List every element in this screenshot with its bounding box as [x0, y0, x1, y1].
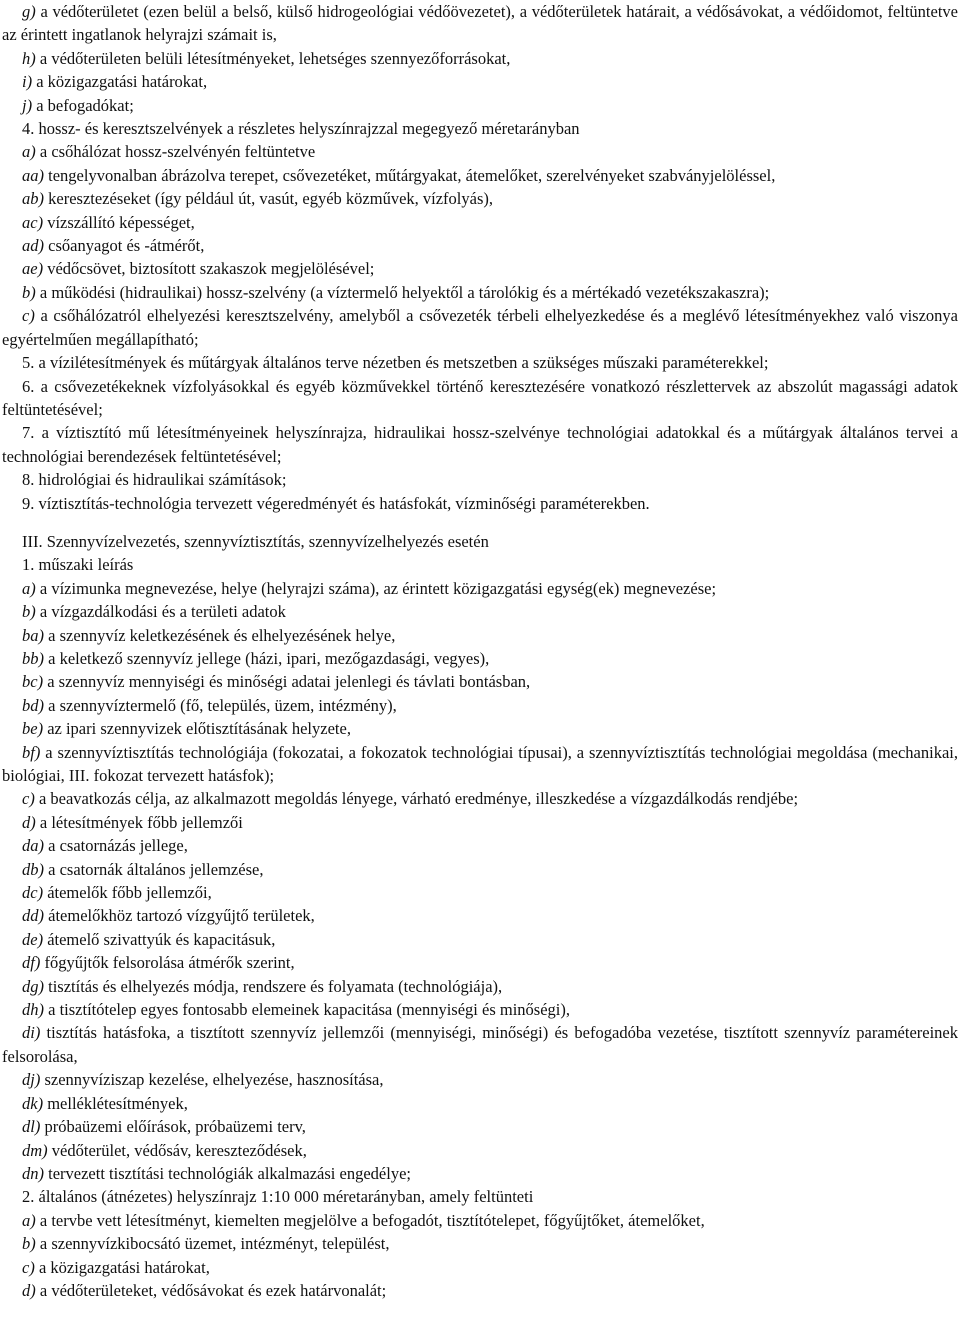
paragraph-III	[2, 530, 958, 553]
item-text: tisztítás hatásfoka, a tisztított szennyvíz jellemzői (mennyiségi, minőségi) és befogadóba vezetése, tisztított szennyvíz paramétereinek felsorolása,	[2, 1023, 958, 1066]
item-text: csőanyagot és -átmérőt,	[44, 236, 205, 256]
item-text: a keletkező szennyvíz jellege (házi, ipari, mezőgazdasági, vegyes),	[44, 648, 490, 668]
item-label: ab)	[22, 189, 44, 209]
paragraph-III1a	[2, 577, 958, 600]
paragraph-III1b	[2, 600, 958, 623]
item-label: dj)	[22, 1070, 41, 1090]
paragraph-6	[2, 375, 958, 422]
item-text: 4. hossz- és keresztszelvények a részletes helyszínrajzzal megegyező méretarányban	[22, 119, 580, 139]
item-text: tervezett tisztítási technológiák alkalmazási engedélye;	[44, 1163, 411, 1183]
paragraph-III1c	[2, 787, 958, 810]
item-label: bd)	[22, 695, 44, 715]
item-text: 1. műszaki leírás	[22, 555, 134, 575]
item-label: a)	[22, 142, 36, 162]
item-label: c)	[22, 789, 35, 809]
item-label: dh)	[22, 1000, 44, 1020]
paragraph-be	[2, 717, 958, 740]
item-text: 5. a vízilétesítmények és műtárgyak általános terve nézetben és metszetben a szükséges műszaki paraméterekkel;	[22, 353, 769, 373]
item-label: be)	[22, 719, 44, 739]
item-text: próbaüzemi előírások, próbaüzemi terv,	[40, 1117, 306, 1137]
paragraph-4aa	[2, 164, 958, 187]
paragraph-III2c	[2, 1256, 958, 1279]
item-text: a csőhálózat hossz-szelvényén feltüntetve	[35, 142, 316, 162]
item-label: bb)	[22, 648, 44, 668]
item-label: dm)	[22, 1140, 48, 1160]
item-text: védőcsövet, biztosított szakaszok megjelölésével;	[43, 259, 375, 279]
item-label: di)	[22, 1023, 41, 1043]
item-text: átemelők főbb jellemzői,	[43, 883, 212, 903]
paragraph-III1d	[2, 811, 958, 834]
item-text: a közigazgatási határokat,	[34, 1257, 210, 1277]
paragraph-j	[2, 94, 958, 117]
paragraph-4c	[2, 304, 958, 351]
paragraph-9	[2, 492, 958, 515]
paragraph-dd	[2, 904, 958, 927]
paragraph-dn	[2, 1162, 958, 1185]
item-text: vízszállító képességet,	[43, 212, 195, 232]
item-label: h)	[22, 48, 36, 68]
paragraph-dm	[2, 1139, 958, 1162]
item-text: melléklétesítmények,	[43, 1093, 188, 1113]
paragraph-III2	[2, 1185, 958, 1208]
item-text: a létesítmények főbb jellemzői	[35, 812, 243, 832]
item-label: a)	[22, 578, 36, 598]
paragraph-di	[2, 1021, 958, 1068]
item-label: b)	[22, 1234, 36, 1254]
item-text: tisztítás és elhelyezés módja, rendszere és folyamata (technológiája),	[44, 976, 503, 996]
paragraph-da	[2, 834, 958, 857]
item-text: a tisztítótelep egyes fontosabb elemeinek kapacitása (mennyiségi és minőségi),	[44, 1000, 571, 1020]
item-label: g)	[22, 2, 36, 21]
paragraph-4ac	[2, 211, 958, 234]
paragraph-4ab	[2, 187, 958, 210]
paragraph-7	[2, 421, 958, 468]
item-text: szennyvíziszap kezelése, elhelyezése, hasznosítása,	[40, 1070, 384, 1090]
item-text: 6. a csővezetékeknek vízfolyásokkal és egyéb közművekkel történő keresztezésére vonatkozó részlettervek az abszolút magassági adatok feltüntetésével;	[2, 376, 958, 419]
paragraph-dj	[2, 1068, 958, 1091]
item-text: a tervbe vett létesítményt, kiemelten megjelölve a befogadót, tisztítótelepet, főgyűjtőket, átemelőket,	[35, 1210, 705, 1230]
item-text: 8. hidrológiai és hidraulikai számítások;	[22, 470, 287, 490]
item-label: dl)	[22, 1117, 41, 1137]
paragraph-dk	[2, 1092, 958, 1115]
item-text: a védőterületen belüli létesítményeket, lehetséges szennyezőforrásokat,	[35, 48, 511, 68]
item-label: aa)	[22, 165, 44, 185]
item-label: ae)	[22, 259, 44, 279]
paragraph-dg	[2, 975, 958, 998]
item-text: 9. víztisztítás-technológia tervezett végeredményét és hatásfokát, vízminőségi paraméterekben.	[22, 493, 650, 513]
item-label: ba)	[22, 625, 44, 645]
item-text: a szennyvíztisztítás technológiája (fokozatai, a fokozatok technológiai típusai), a szennyvíztisztítás technológiai megoldása (mechanikai, biológiai, III. fokozat tervezett hatásfok);	[2, 742, 958, 785]
item-label: dk)	[22, 1093, 44, 1113]
paragraph-de	[2, 928, 958, 951]
paragraph-4ae	[2, 257, 958, 280]
item-label: dg)	[22, 976, 44, 996]
paragraph-dl	[2, 1115, 958, 1138]
item-label: da)	[22, 836, 44, 856]
item-text: átemelő szivattyúk és kapacitásuk,	[43, 929, 276, 949]
item-text: a szennyvízkibocsátó üzemet, intézményt, települést,	[35, 1234, 390, 1254]
paragraph-ba	[2, 624, 958, 647]
paragraph-df	[2, 951, 958, 974]
item-text: keresztezéseket (így például út, vasút, egyéb közművek, vízfolyás),	[44, 189, 494, 209]
item-text: a szennyvíztermelő (fő, település, üzem, intézmény),	[44, 695, 397, 715]
item-label: df)	[22, 953, 41, 973]
item-text: III. Szennyvízelvezetés, szennyvíztisztítás, szennyvízelhelyezés esetén	[22, 531, 489, 551]
item-text: 7. a víztisztító mű létesítményeinek helyszínrajza, hidraulikai hossz-szelvénye technológiai adatokkal és a műtárgyak általános tervei a technológiai berendezések feltüntetésével;	[2, 423, 958, 466]
item-text: a befogadókat;	[32, 95, 134, 115]
item-text: a szennyvíz mennyiségi és minőségi adatai jelenlegi és távlati bontásban,	[43, 672, 531, 692]
item-label: b)	[22, 282, 36, 302]
item-label: c)	[22, 306, 35, 326]
item-label: d)	[22, 1280, 36, 1300]
item-label: db)	[22, 859, 44, 879]
item-label: i)	[22, 72, 33, 92]
item-label: bf)	[22, 742, 41, 762]
paragraph-g	[2, 0, 958, 47]
paragraph-db	[2, 858, 958, 881]
paragraph-4a	[2, 140, 958, 163]
item-text: a csőhálózatról elhelyezési keresztszelvény, amelyből a csővezeték térbeli elhelyezkedése és a meglévő létesítményekhez való viszonya egyértelműen megállapítható;	[2, 306, 958, 349]
item-text: a beavatkozás célja, az alkalmazott megoldás lényege, várható eredménye, illeszkedése a vízgazdálkodás rendjébe;	[34, 789, 799, 809]
paragraph-8	[2, 468, 958, 491]
paragraph-III2a	[2, 1209, 958, 1232]
paragraph-gap	[2, 515, 958, 530]
item-text: a védőterületeket, védősávokat és ezek határvonalát;	[35, 1280, 387, 1300]
item-text: a vízimunka megnevezése, helye (helyrajzi száma), az érintett közigazgatási egység(ek) megnevezése;	[35, 578, 717, 598]
item-text: főgyűjtők felsorolása átmérők szerint,	[40, 953, 295, 973]
item-label: dd)	[22, 906, 44, 926]
item-text: a védőterületet (ezen belül a belső, külső hidrogeológiai védőövezetet), a védőterületek határait, a védősávokat, a védőidomot, feltüntetve az érintett ingatlanok helyrajzi számait is,	[2, 2, 958, 45]
paragraph-bf	[2, 741, 958, 788]
item-text: a csatornázás jellege,	[44, 836, 188, 856]
item-text: a közigazgatási határokat,	[32, 72, 208, 92]
paragraph-III2b	[2, 1232, 958, 1255]
item-label: dn)	[22, 1163, 44, 1183]
item-label: c)	[22, 1257, 35, 1277]
item-label: b)	[22, 602, 36, 622]
item-text: az ipari szennyvizek előtisztításának helyzete,	[43, 719, 351, 739]
item-text: átemelőkhöz tartozó vízgyűjtő területek,	[44, 906, 315, 926]
paragraph-4	[2, 117, 958, 140]
paragraph-dc	[2, 881, 958, 904]
paragraph-h	[2, 47, 958, 70]
item-text: a csatornák általános jellemzése,	[44, 859, 264, 879]
paragraph-III2d	[2, 1279, 958, 1302]
item-label: j)	[22, 95, 33, 115]
paragraph-i	[2, 70, 958, 93]
item-label: d)	[22, 812, 36, 832]
item-text: a vízgazdálkodási és a területi adatok	[35, 602, 286, 622]
item-text: 2. általános (átnézetes) helyszínrajz 1:10 000 méretarányban, amely feltünteti	[22, 1187, 534, 1207]
paragraph-5	[2, 351, 958, 374]
item-label: ad)	[22, 236, 44, 256]
item-text: a működési (hidraulikai) hossz-szelvény (a víztermelő helyektől a tárolókig és a mértékadó vezetékszakaszra);	[35, 282, 770, 302]
paragraph-4ad	[2, 234, 958, 257]
item-text: a szennyvíz keletkezésének és elhelyezésének helye,	[44, 625, 396, 645]
item-label: a)	[22, 1210, 36, 1230]
item-label: de)	[22, 929, 44, 949]
item-label: dc)	[22, 883, 44, 903]
paragraph-4b	[2, 281, 958, 304]
item-text: védőterület, védősáv, kereszteződések,	[47, 1140, 307, 1160]
paragraph-bd	[2, 694, 958, 717]
paragraph-bb	[2, 647, 958, 670]
paragraph-dh	[2, 998, 958, 1021]
paragraph-III1	[2, 553, 958, 576]
item-label: ac)	[22, 212, 44, 232]
item-label: bc)	[22, 672, 44, 692]
item-text: tengelyvonalban ábrázolva terepet, csővezetéket, műtárgyakat, átemelőket, szerelvényeket szabványjelöléssel,	[44, 165, 776, 185]
paragraph-bc	[2, 670, 958, 693]
